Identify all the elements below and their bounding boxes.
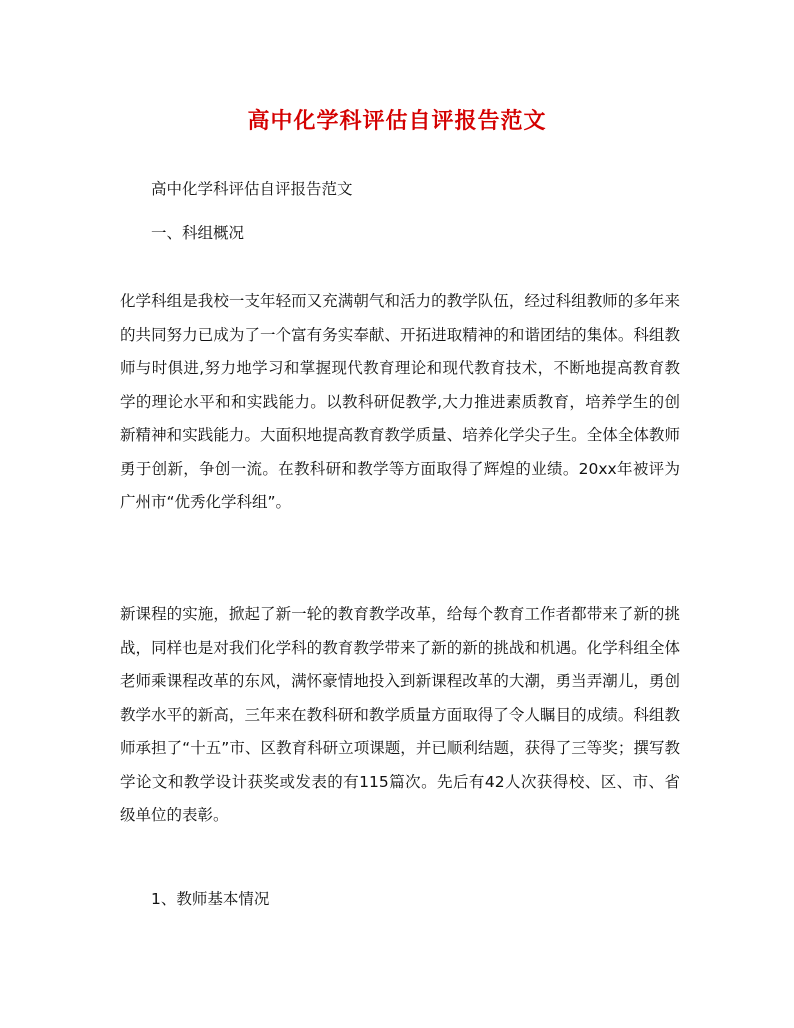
section-heading: 一、科组概况 [151,224,245,242]
subsection-heading: 1、教师基本情况 [151,890,270,908]
body-paragraph: 化学科组是我校一支年轻而又充满朝气和活力的教学队伍，经过科组教师的多年来的共同努力已成为了一个富有务实奉献、开拓进取精神的和谐团结的集体。科组教师与时俱进,努力地学习和掌握现代教育理论和现代教育技术，不断地提高教育教学的理论水平和和实践能力。以教科研促教学,大力推进素质教育，培养学生的创新精神和实践能力。大面积地提高教育教学质量、培养化学尖子生。全体全体教师勇于创新，争创一流。在教科研和教学等方面取得了辉煌的业绩。20xx年被评为广州市“优秀化学科组”。 [120,292,680,511]
body-paragraph: 新课程的实施，掀起了新一轮的教育教学改革，给每个教育工作者都带来了新的挑战，同样也是对我们化学科的教育教学带来了新的新的挑战和机遇。化学科组全体老师乘课程改革的东风，满怀豪情地投入到新课程改革的大潮，勇当弄潮儿，勇创教学水平的新高，三年来在教科研和教学质量方面取得了令人瞩目的成绩。科组教师承担了“十五”市、区教育科研立项课题，并已顺利结题，获得了三等奖；撰写教学论文和教学设计获奖或发表的有115篇次。先后有42人次获得校、区、市、省级单位的表彰。 [120,605,680,824]
document-subtitle: 高中化学科评估自评报告范文 [151,180,353,198]
document-title: 高中化学科评估自评报告范文 [247,108,547,134]
